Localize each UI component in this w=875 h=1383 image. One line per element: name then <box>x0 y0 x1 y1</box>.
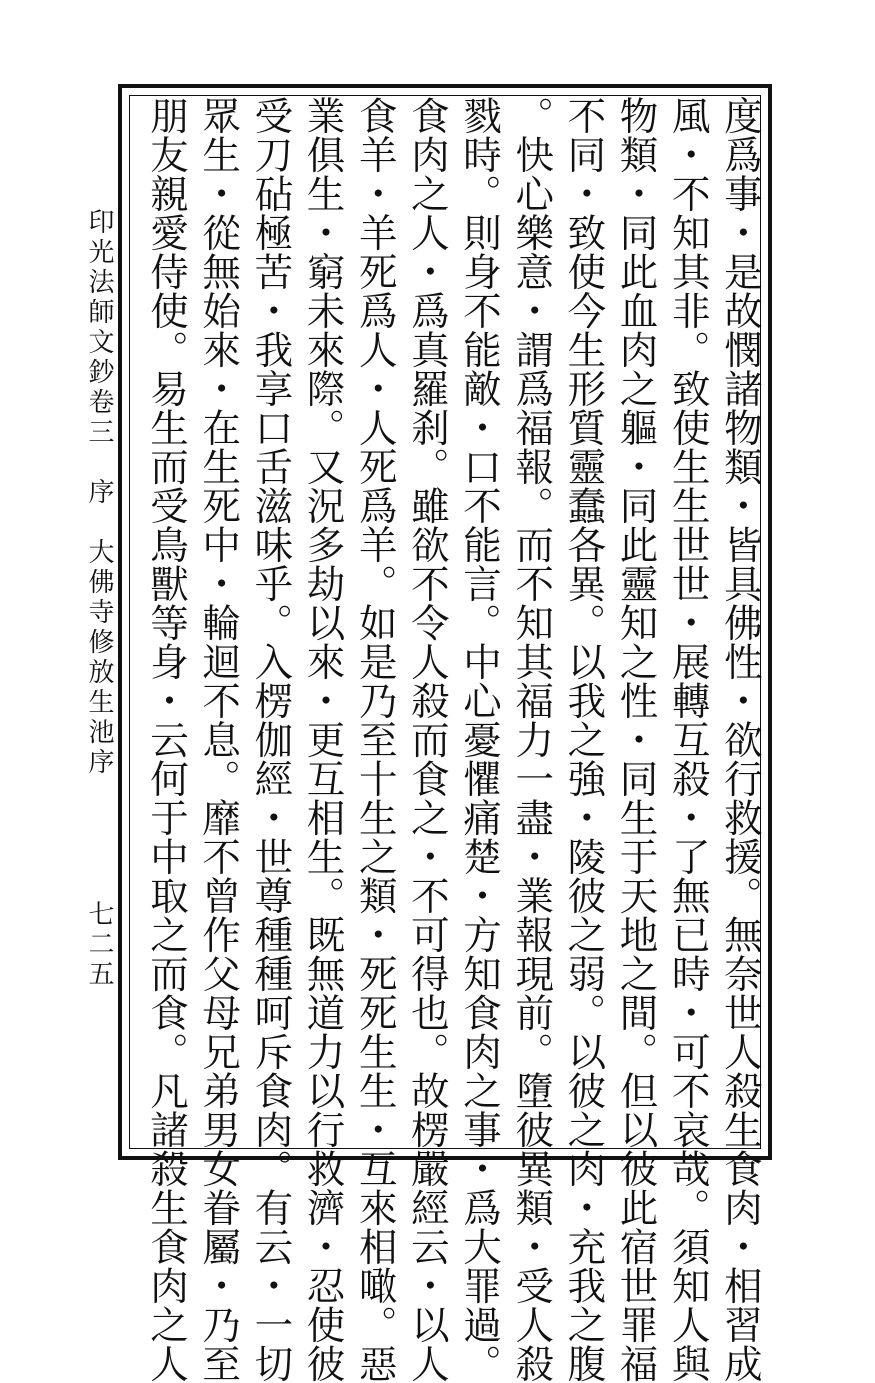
text-column: 戮時。則身不能敵・口不能言。中心憂懼痛楚・方知食肉之事・爲大罪過。 <box>457 96 503 1383</box>
text-column: 眾生・從無始來・在生死中・輪迴不息。靡不曾作父母兄弟男女眷屬・乃至 <box>196 96 242 1383</box>
section-label: 序 <box>84 478 114 508</box>
text-column: 食肉之人・爲真羅刹。雖欲不令人殺而食之・不可得也。故楞嚴經云・以人 <box>404 96 450 1383</box>
text-column: 業俱生・窮未來際。又況多劫以來・更互相生。既無道力以行救濟・忍使彼 <box>300 96 346 1383</box>
text-column: 食羊・羊死爲人・人死爲羊。如是乃至十生之類・死死生生・互來相噉。惡 <box>352 96 398 1383</box>
body-text <box>141 96 763 1383</box>
text-column: 度爲事・是故憫諸物類・皆具佛性・欲行救援。無奈世人殺生食肉・相習成 <box>717 96 763 1383</box>
book-title: 印光法師文鈔卷三 <box>84 208 114 448</box>
text-column: 。快心樂意・謂爲福報。而不知其福力一盡・業報現前。墮彼異類・受人殺 <box>509 96 555 1383</box>
running-header <box>68 208 112 778</box>
text-column: 受刀砧極苦・我享口舌滋味乎。入楞伽經・世尊種種呵斥食肉。有云・一切 <box>248 96 294 1383</box>
article-title: 大佛寺修放生池序 <box>84 538 114 778</box>
text-column: 朋友親愛侍使。易生而受鳥獸等身・云何于中取之而食。凡諸殺生食肉之人 <box>144 96 189 1383</box>
page-number: 七二五 <box>84 900 114 990</box>
text-column: 不同・致使今生形質靈蠢各異。以我之強・陵彼之弱。以彼之肉・充我之腹 <box>561 96 607 1383</box>
text-column: 物類・同此血肉之軀・同此靈知之性・同生于天地之間。但以彼此宿世罪福 <box>613 96 659 1383</box>
text-column: 風・不知其非。致使生生世世・展轉互殺・了無已時・可不哀哉。須知人與 <box>665 96 711 1383</box>
